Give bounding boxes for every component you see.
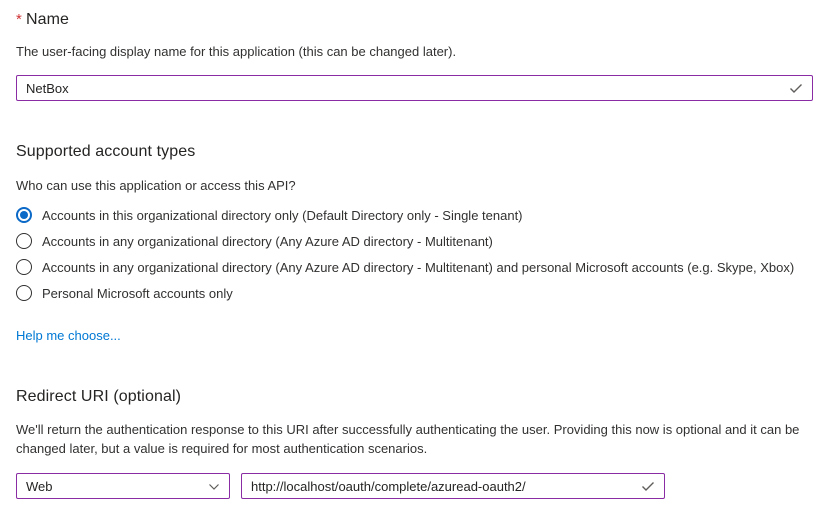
name-title-text: Name [25,11,70,28]
required-asterisk: * [16,11,22,28]
radio-button-icon[interactable] [16,207,32,223]
redirect-uri-description: We'll return the authentication response to this URI after successfully authenticating the user. Providing this now is optional and it can be changed later, but a value is required for most authentication scenarios. [16,422,800,456]
account-types-question: Who can use this application or access this API? [16,178,296,193]
name-input[interactable] [16,75,813,101]
account-types-radio-group [16,207,813,301]
radio-single-tenant[interactable] [16,207,813,223]
radio-label[interactable]: Accounts in any organizational directory (Any Azure AD directory - Multitenant) [42,233,493,249]
redirect-uri-title: Redirect URI (optional) [16,388,182,405]
account-types-title: Supported account types [16,143,196,160]
radio-label[interactable]: Accounts in this organizational directory only (Default Directory only - Single tenant) [42,207,523,223]
radio-multitenant-personal[interactable] [16,259,813,275]
help-me-choose-link[interactable]: Help me choose... [16,328,121,343]
radio-button-icon[interactable] [16,259,32,275]
radio-label[interactable]: Personal Microsoft accounts only [42,285,233,301]
radio-button-icon[interactable] [16,285,32,301]
radio-personal-only[interactable] [16,285,813,301]
platform-select-value: Web [26,478,53,494]
platform-select[interactable] [16,473,230,499]
radio-multitenant[interactable] [16,233,813,249]
name-section-title [16,0,813,29]
redirect-uri-input-wrap [241,473,665,499]
name-input-wrap [16,75,813,101]
name-description: The user-facing display name for this application (this can be changed later). [16,44,457,59]
radio-label[interactable]: Accounts in any organizational directory (Any Azure AD directory - Multitenant) and personal Microsoft accounts (e.g. Skype, Xbox) [42,259,795,275]
chevron-down-icon [208,481,220,493]
redirect-uri-row [16,473,813,499]
radio-button-icon[interactable] [16,233,32,249]
redirect-uri-input[interactable] [241,473,665,499]
